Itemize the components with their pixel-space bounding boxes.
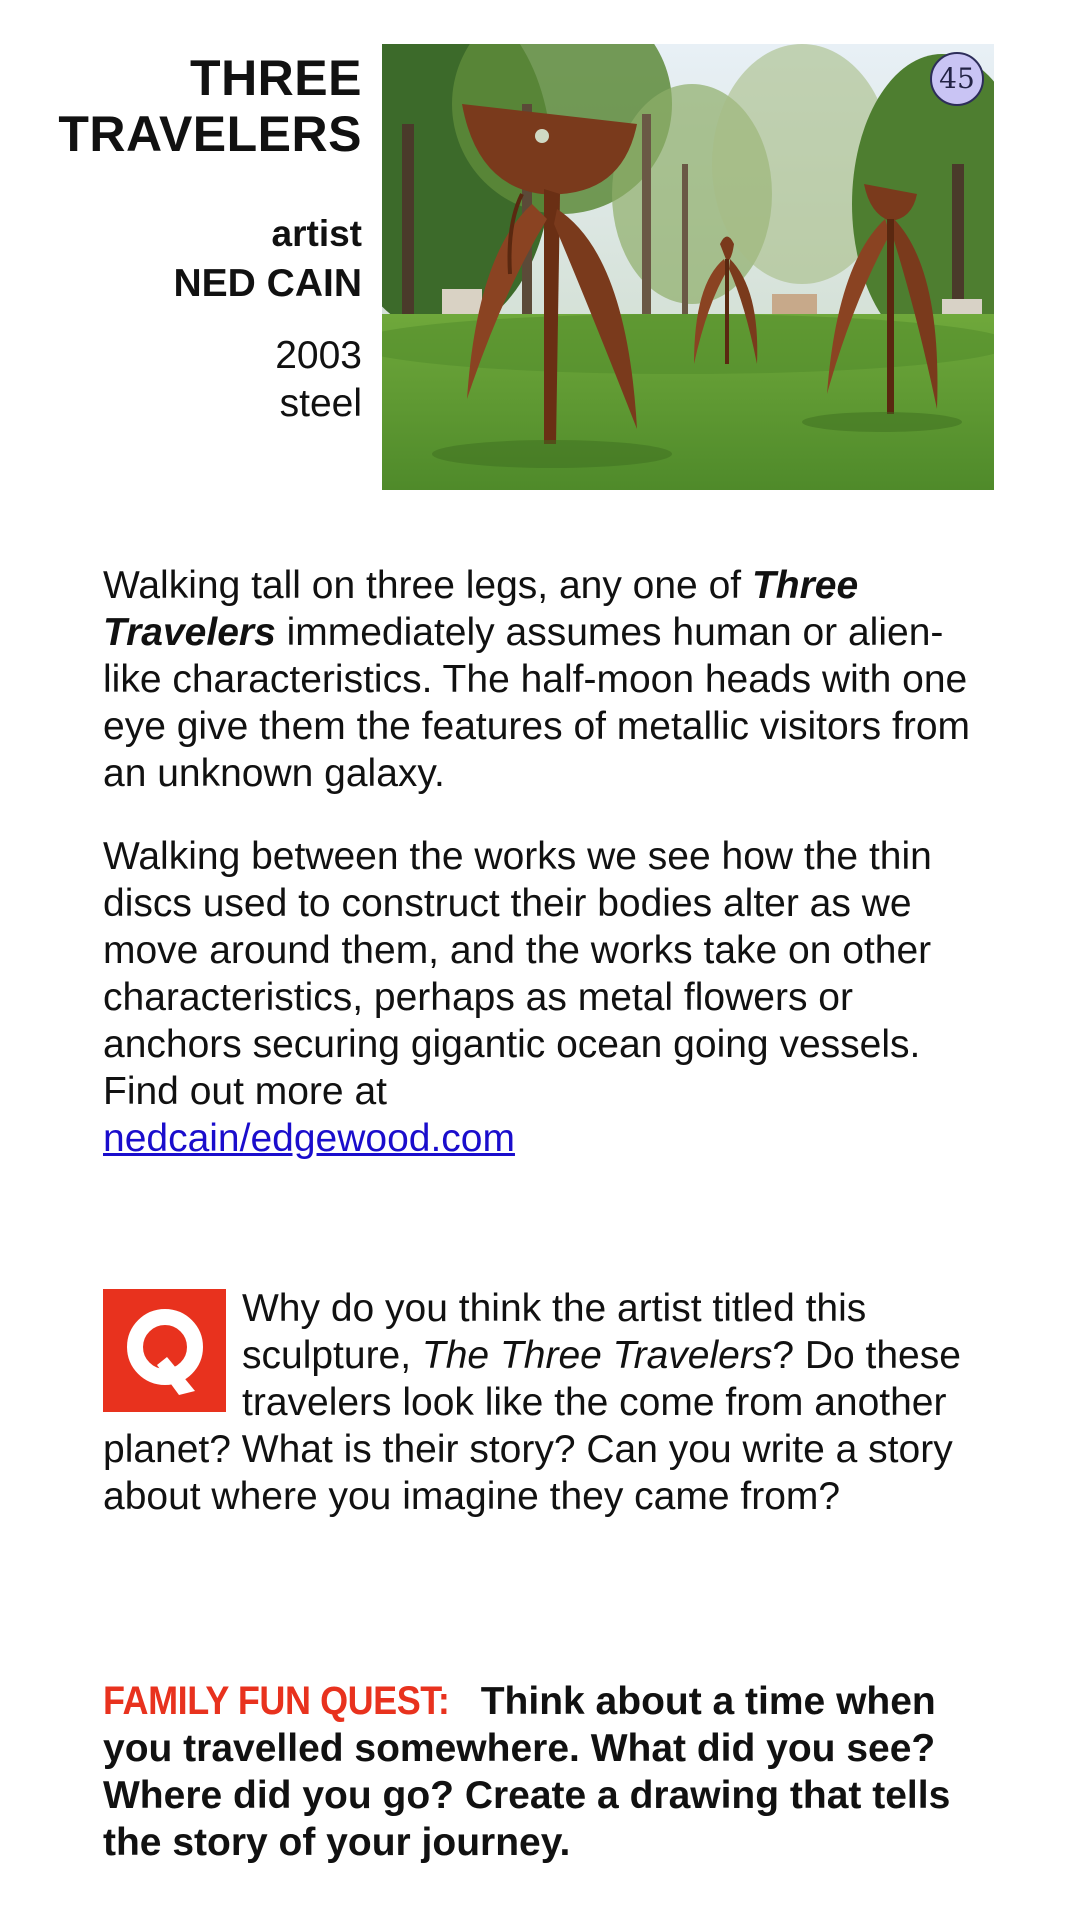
title-line-2: TRAVELERS [58,106,362,162]
artwork-info [30,50,362,428]
description-paragraph-1 [103,562,983,797]
question-block [103,1285,983,1520]
artist-website-link[interactable]: nedcain/edgewood.com [103,1117,515,1160]
quest-text: Think about a time when you travelled somewhere. What did you see? Where did you go? Create a drawing that tells the story of your journey. [103,1680,951,1864]
artwork-year: 2003 [275,334,362,377]
question-text-a: Why do you think the artist titled this sculpture, [242,1287,867,1377]
q-icon [103,1289,226,1412]
question-text-b: ? Do these travelers look like the come from another planet? What is their story? Can you write a story about where you imagine they came from? [103,1334,961,1518]
paragraph-1-text-a: Walking tall on three legs, any one of [103,564,752,607]
question-emphasis: The Three Travelers [421,1334,773,1377]
artist-name: NED CAIN [173,262,362,305]
sculpture-photo-illustration [382,44,994,490]
paragraph-1-text-b: immediately assumes human or alien-like characteristics. The half-moon heads with one eye give them the features of metallic visitors from an unknown galaxy. [103,611,971,795]
artwork-medium: steel [279,382,362,425]
paragraph-1-emphasis: Three Travelers [103,564,859,654]
artwork-title [30,50,362,162]
q-glyph-icon [119,1305,211,1397]
artist-label: artist [271,213,362,254]
family-fun-quest [103,1678,983,1866]
quest-label: FAMILY FUN QUEST: [103,1679,450,1723]
paragraph-2-text: Walking between the works we see how the thin discs used to construct their bodies alter as we move around them, and the works take on other characteristics, perhaps as metal flowers or anchors securing gigantic ocean going vessels. Find out more at [103,835,932,1113]
sculpture-photo [382,44,994,490]
description-paragraph-2 [103,833,983,1162]
page-number-badge: 45 [930,52,984,106]
title-line-1: THREE [190,50,362,106]
